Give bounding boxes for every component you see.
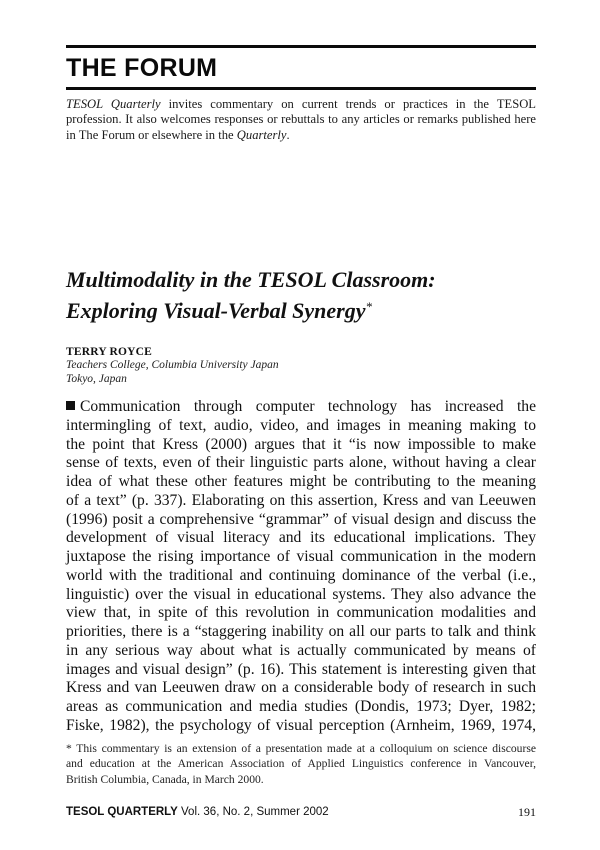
body-line: world with the traditional and continuing dominance of the verbal (i.e.,	[66, 566, 536, 584]
intro-text: invites commentary on current trends or practices in the TESOL profession. It also welcomes responses or rebuttals to any articles or remarks published here in The Forum or elsewhere in the	[66, 97, 536, 142]
body-line: images and visual design” (p. 16). This statement is interesting given that	[66, 660, 536, 678]
section-intro	[66, 97, 536, 143]
bottom-rule	[66, 87, 536, 90]
body-line: in any serious way about what is actually communicated by means of	[66, 641, 536, 659]
body-line: (1996) posit a comprehensive “grammar” of visual design and discuss the	[66, 510, 536, 528]
footer-issue: Vol. 36, No. 2, Summer 2002	[177, 806, 329, 818]
article-title	[66, 266, 536, 324]
footnote	[66, 741, 536, 787]
body-line: priorities, there is a “staggering inability on all our parts to talk and think	[66, 623, 536, 640]
body-line: Fiske, 1982), the psychology of visual perception (Arnheim, 1969, 1974,	[66, 716, 536, 734]
article-body	[66, 398, 536, 736]
article-title-line-2: Exploring Visual-Verbal Synergy	[66, 298, 366, 323]
author-affiliation: Teachers College, Columbia University Japan	[66, 359, 279, 371]
author-name: TERRY ROYCE	[66, 346, 153, 358]
footer-journal-name: TESOL QUARTERLY	[66, 806, 178, 818]
page-number: 191	[518, 805, 536, 819]
section-title: THE FORUM	[66, 54, 218, 82]
body-line: linguistic) over the visual in educational systems. They also advance the	[66, 585, 536, 603]
body-line: development of visual literacy and its educational implications. They	[66, 529, 536, 547]
journal-name-italic: TESOL Quarterly	[66, 97, 161, 111]
body-line: of a text” (p. 337). Elaborating on this assertion, Kress and van Leeuwen	[66, 491, 536, 509]
body-line: areas as communication and media studies (Dondis, 1973; Dyer, 1982;	[66, 698, 536, 715]
footnote-line: * This commentary is an extension of a presentation made at a colloquium on science discourse	[66, 742, 536, 755]
section-start-square-icon	[66, 401, 75, 410]
top-rule	[66, 45, 536, 48]
body-line: Kress and van Leeuwen draw on a considerable body of research in such	[66, 679, 536, 697]
footnote-line: and education at the American Association of Applied Linguistics conference in Vancouver,	[66, 757, 536, 771]
quarterly-italic: Quarterly	[236, 127, 287, 142]
body-line: Communication through computer technology has increased the	[66, 398, 536, 417]
body-line: juxtapose the rising importance of visual communication in the modern	[66, 548, 536, 565]
intro-end: .	[286, 127, 290, 142]
footnote-line: British Columbia, Canada, in March 2000.	[66, 772, 264, 786]
page-footer	[66, 804, 536, 820]
author-location: Tokyo, Japan	[66, 372, 127, 385]
footnote-marker: *	[365, 299, 373, 314]
body-line: intermingling of text, audio, video, and images in meaning making to	[66, 416, 536, 434]
body-line: sense of texts, even of their linguistic parts alone, without having a clear	[66, 454, 536, 472]
body-line: idea of what these other features might be contributing to the meaning	[66, 473, 536, 490]
body-line: view that, in spite of this revolution in communication modalities and	[66, 604, 536, 622]
body-line: the point that Kress (2000) argues that it “is now impossible to make	[66, 435, 536, 453]
author-block	[66, 346, 536, 386]
article-title-line-1: Multimodality in the TESOL Classroom:	[66, 267, 436, 292]
